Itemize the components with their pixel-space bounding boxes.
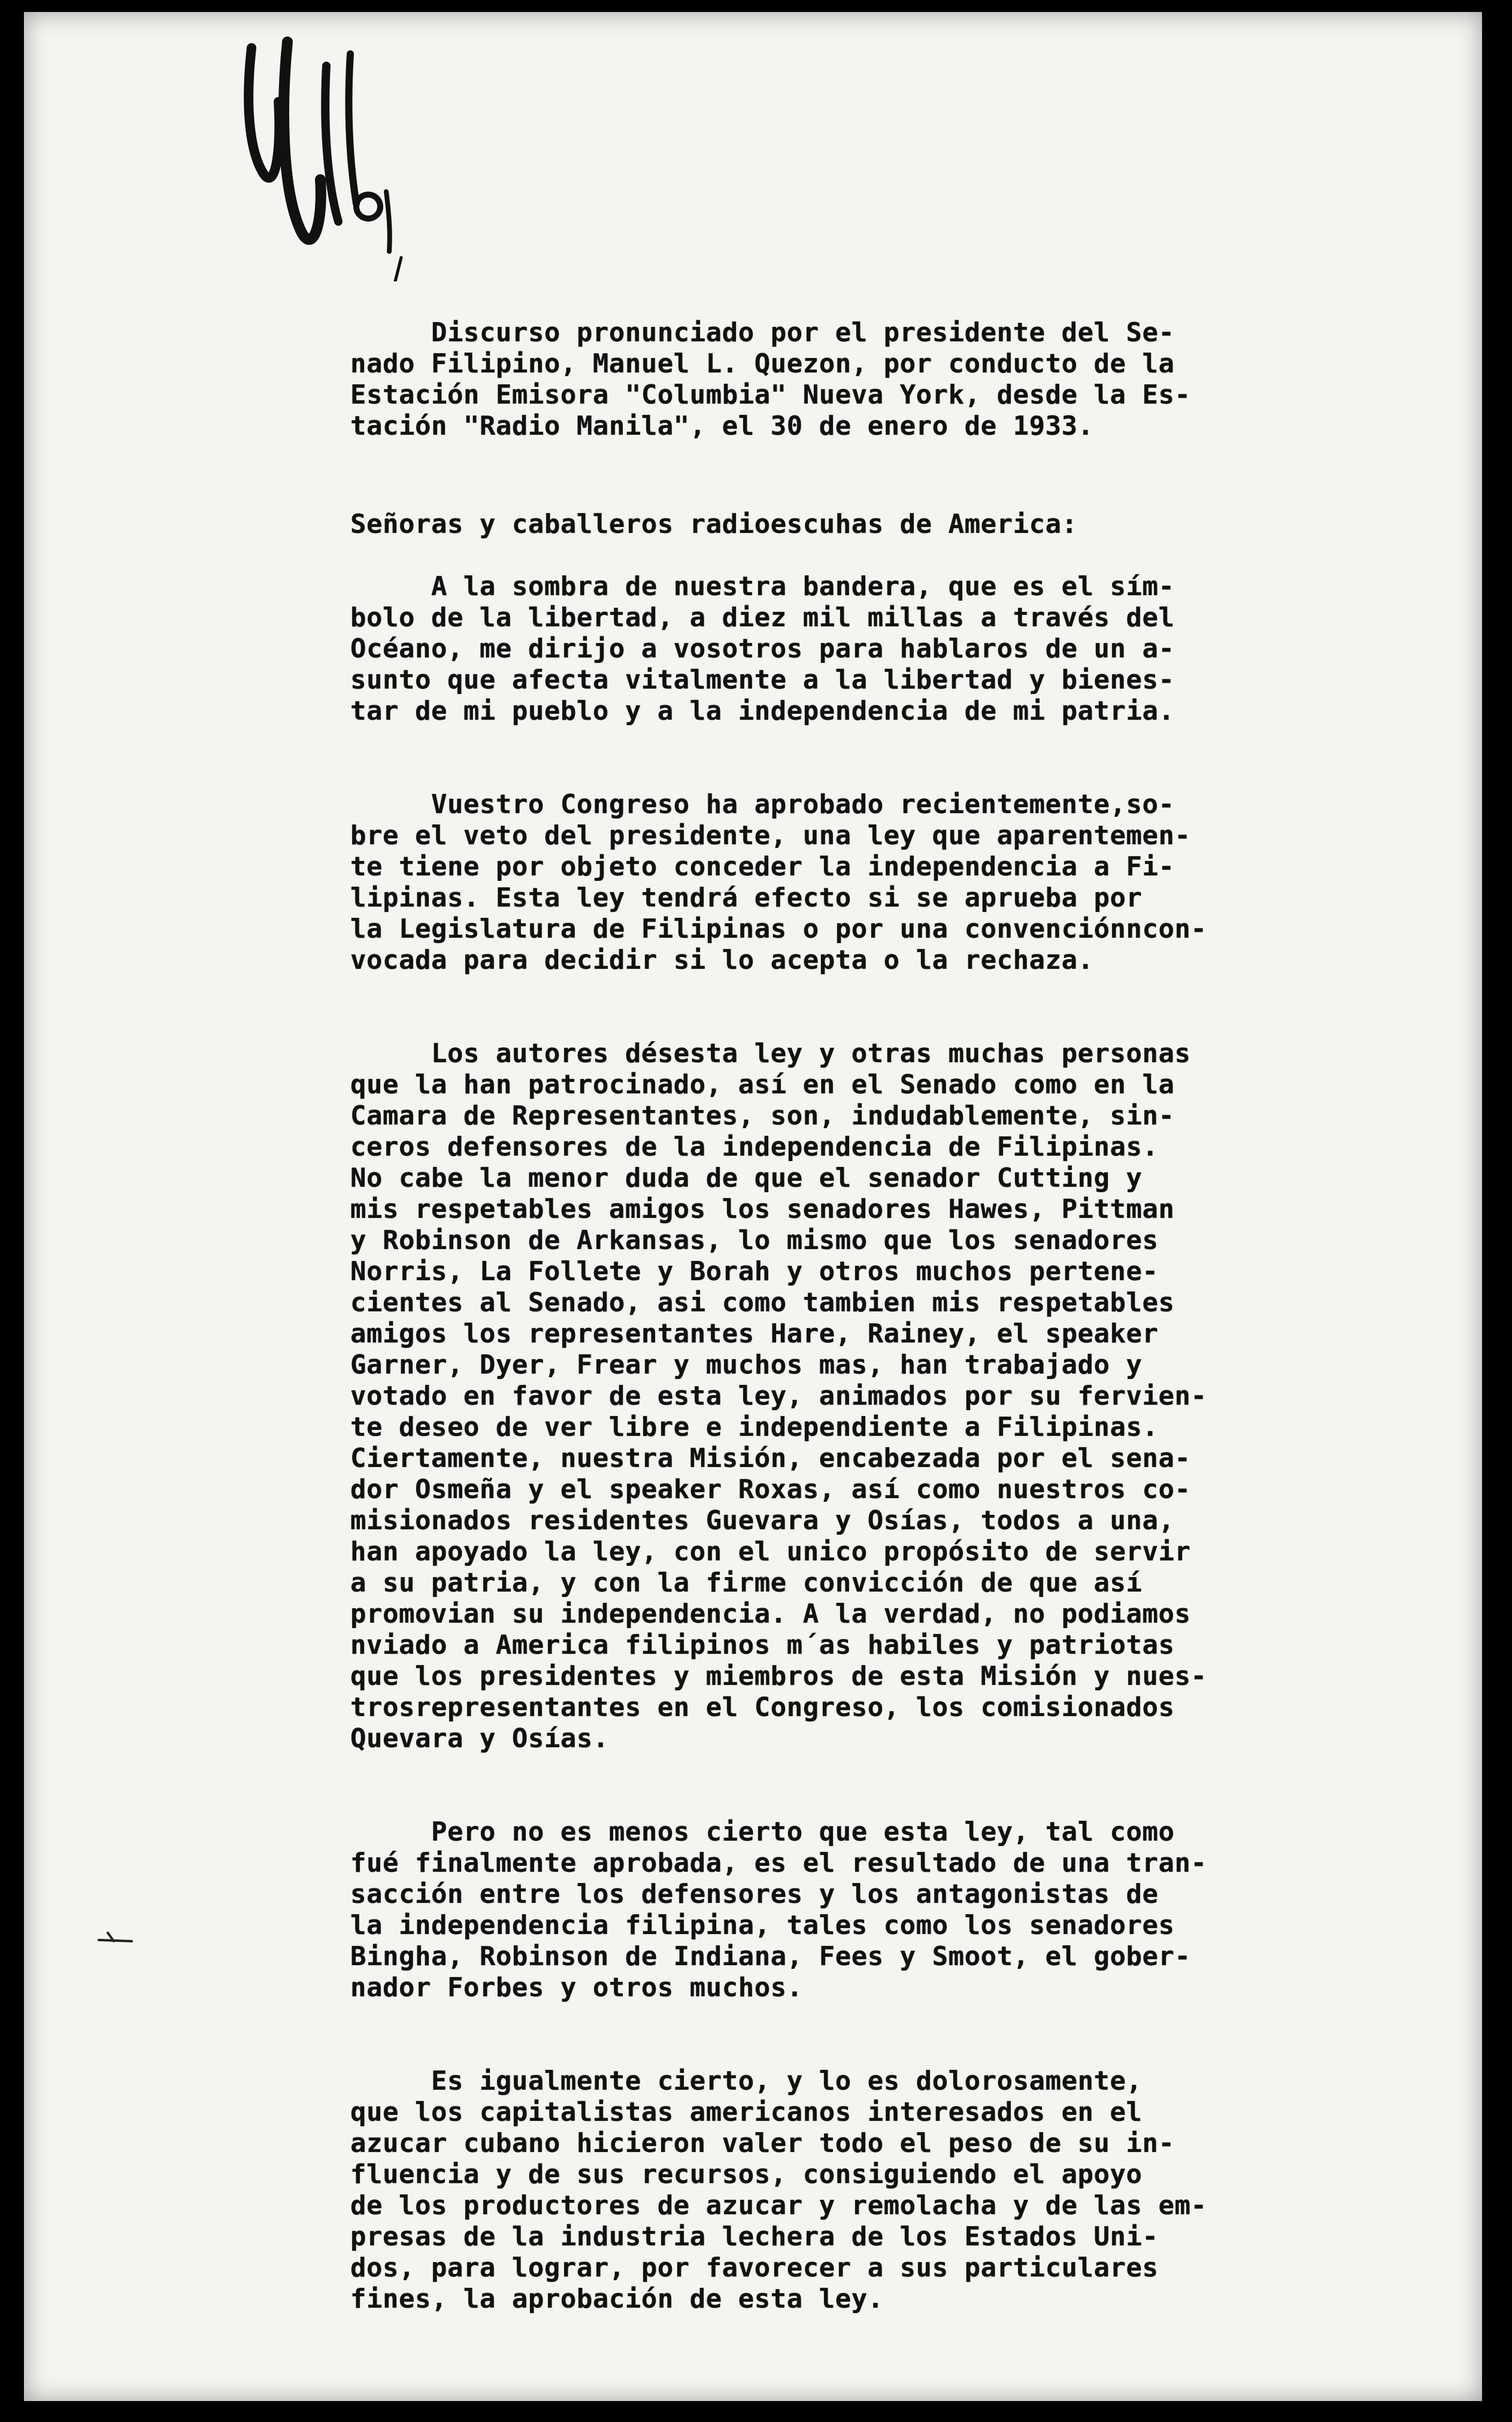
salutation: Señoras y caballeros radioescuhas de America: — [350, 509, 1078, 539]
paragraph-5: Es igualmente cierto, y lo es dolorosamente, que los capitalistas americanos interesados en el azucar cubano hicieron valer todo el peso de su in- fluencia y de sus recursos, consiguiendo el apoyo de los productores de azucar y remolacha y de las em- presas de la industria lechera de los Estados Uni- dos, para lograr, por favorecer a sus particulares fines, la aprobación de esta ley. — [350, 2066, 1207, 2314]
document-heading: Discurso pronunciado por el presidente del Se- nado Filipino, Manuel L. Quezon, por conducto de la Estación Emisora "Columbia" Nueva York, desde la Es- tación "Radio Manila", el 30 de enero de 1933. — [350, 317, 1191, 441]
document-page — [24, 12, 1482, 2401]
margin-tick-mark — [96, 1928, 138, 1952]
handwritten-initials-mark — [222, 30, 425, 281]
paragraph-3: Los autores désesta ley y otras muchas personas que la han patrocinado, así en el Senado como en la Camara de Representantes, son, indudablemente, sin- ceros defensores de la independencia de Filipinas. No cabe la menor duda de que el senador Cutting y mis respetables amigos los senadores Hawes, Pittman y Robinson de Arkansas, lo mismo que los senadores Norris, La Follete y Borah y otros muchos pertene- cientes al Senado, asi como tambien mis respetables amigos los representantes Hare, Rainey, el speaker Garner, Dyer, Frear y muchos mas, han trabajado y votado en favor de esta ley, animados por su fervien- te deseo de ver libre e independiente a Filipinas. Ciertamente, nuestra Misión, encabezada por el sena- dor Osmeña y el speaker Roxas, así como nuestros co- misionados residentes Guevara y Osías, todos a una, han apoyado la ley, con el unico propósito de servir a su patria, y con la firme convicción de que así promovian su independencia. A la verdad, no podiamos nviado a America filipinos m´as habiles y patriotas que los presidentes y miembros de esta Misión y nues- trosrepresentantes en el Congreso, los comisionados Quevara y Osías. — [350, 1038, 1207, 1754]
document-body — [350, 317, 1320, 2377]
paragraph-1: A la sombra de nuestra bandera, que es el sím- bolo de la libertad, a diez mil millas a través del Océano, me dirijo a vosotros para hablaros de un a- sunto que afecta vitalmente a la libertad y bienes- tar de mi pueblo y a la independencia de mi patria. — [350, 571, 1175, 726]
paragraph-2: Vuestro Congreso ha aprobado recientemente,so- bre el veto del presidente, una ley que aparentemen- te tiene por objeto conceder la independencia a Fi- lipinas. Esta ley tendrá efecto si se aprueba por la Legislatura de Filipinas o por una convenciónncon- vocada para decidir si lo acepta o la rechaza. — [350, 789, 1207, 975]
paragraph-4: Pero no es menos cierto que esta ley, tal como fué finalmente aprobada, es el resultado de una tran- sacción entre los defensores y los antagonistas de la independencia filipina, tales como los senadores Bingha, Robinson de Indiana, Fees y Smoot, el gober- nador Forbes y otros muchos. — [350, 1817, 1207, 2003]
